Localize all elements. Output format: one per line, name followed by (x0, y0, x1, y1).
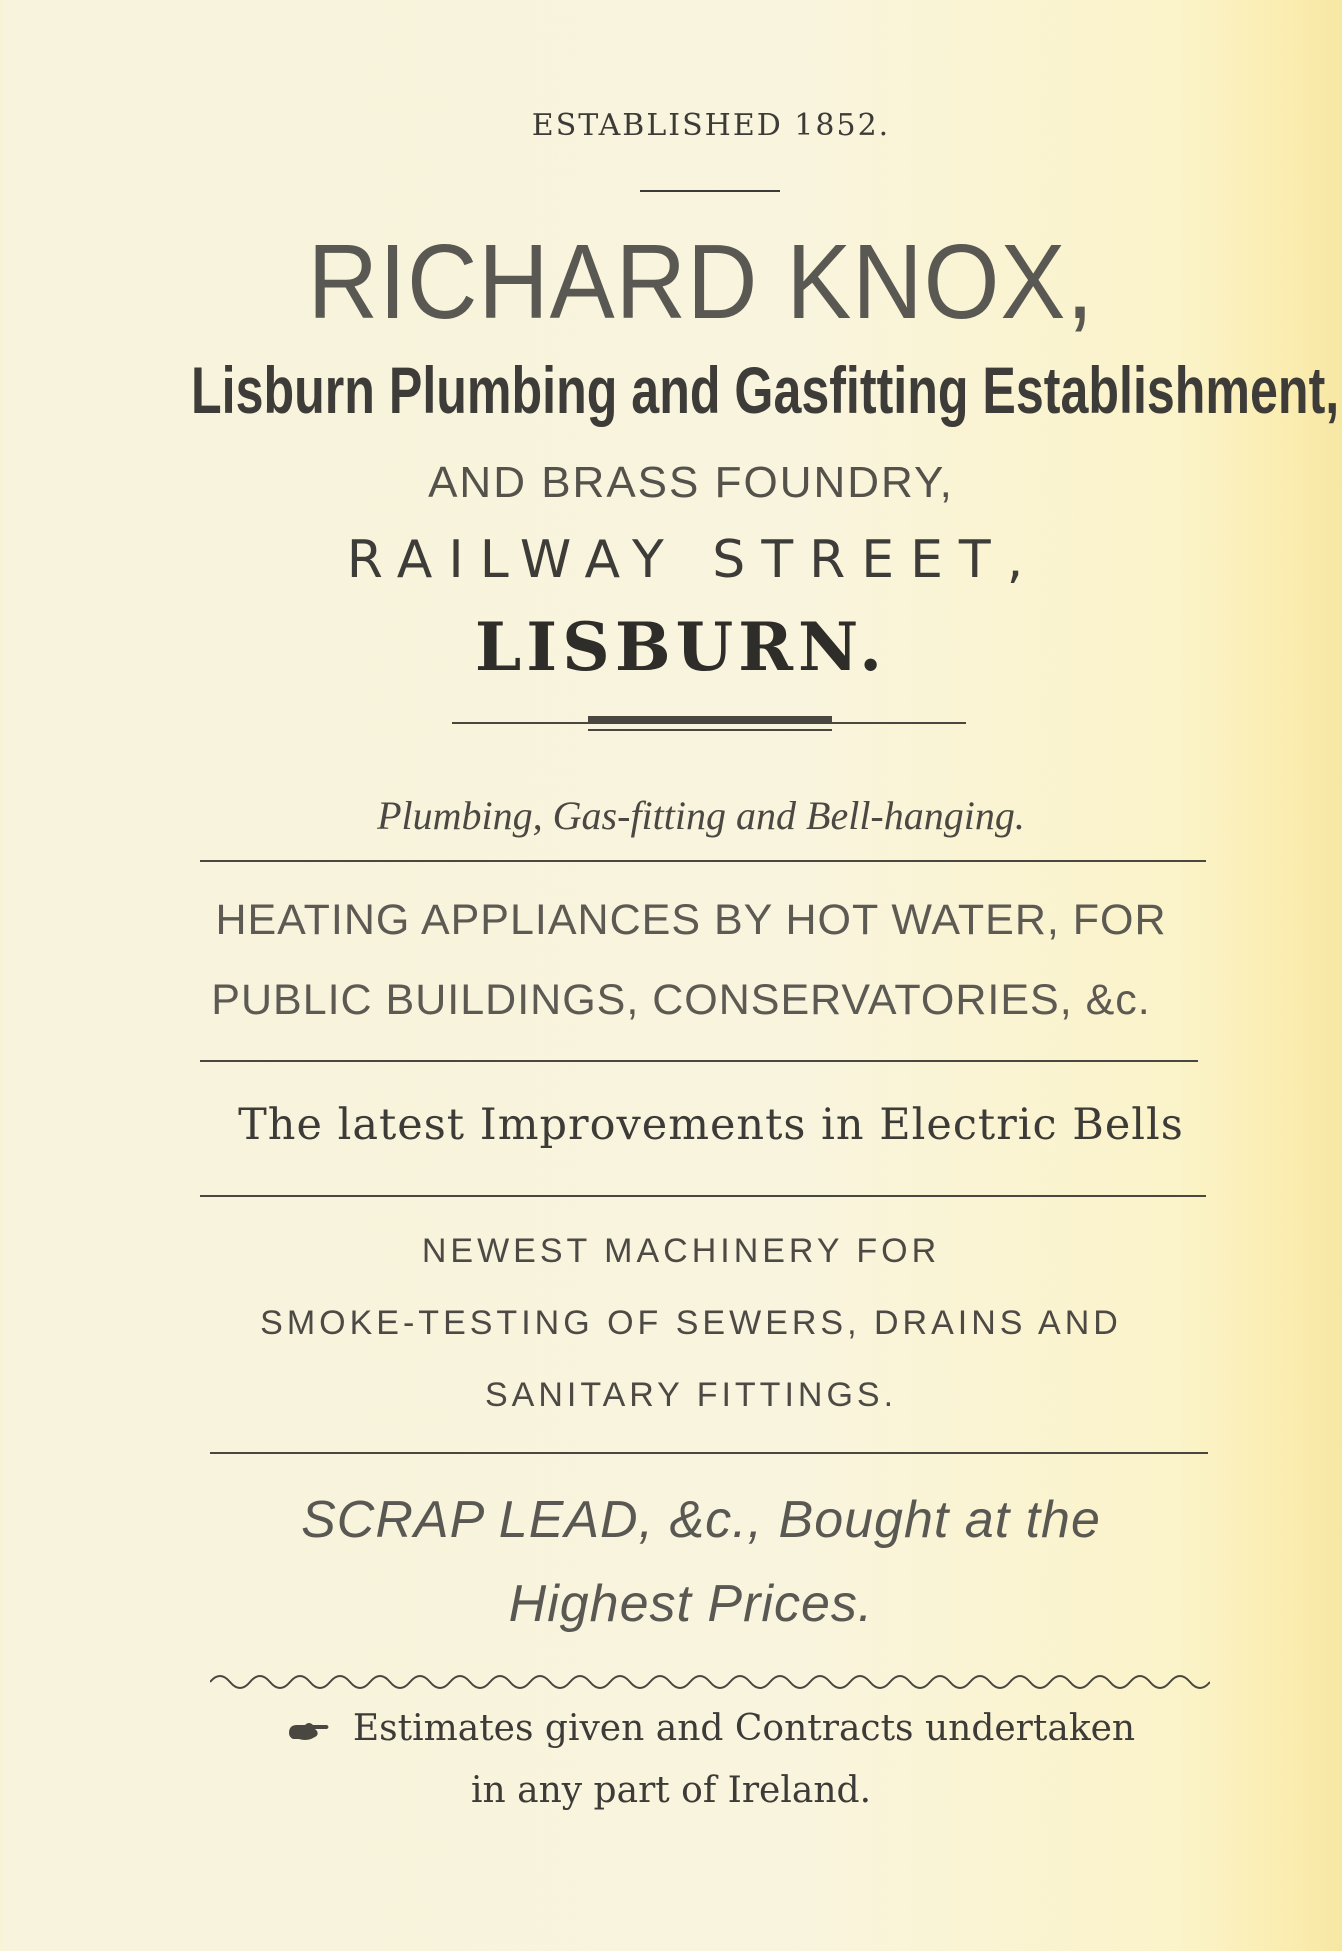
estimates-line-2: in any part of Ireland. (470, 1770, 872, 1811)
trades-line: Plumbing, Gas-fitting and Bell-hanging. (377, 793, 1025, 838)
divider (200, 860, 1206, 862)
divider (200, 1195, 1206, 1197)
established-line: ESTABLISHED 1852. (531, 108, 891, 143)
estimates-line-1 (40, 1708, 1342, 1752)
brass-foundry-line: AND BRASS FOUNDRY, (428, 458, 954, 507)
short-divider (640, 190, 780, 192)
divider (200, 1060, 1198, 1062)
electric-bells-line: The latest Improvements in Electric Bells (238, 1100, 1184, 1150)
wavy-rule (210, 1668, 1210, 1690)
estimates-text-1: Estimates given and Contracts undertaken (352, 1708, 1136, 1749)
machinery-line-3: SANITARY FITTINGS. (484, 1376, 898, 1414)
business-name: RICHARD KNOX, (307, 223, 1095, 341)
heating-line-1: HEATING APPLIANCES BY HOT WATER, FOR (215, 896, 1167, 944)
machinery-line-1: NEWEST MACHINERY FOR (421, 1232, 941, 1270)
scrap-lead-line-2: Highest Prices. (508, 1575, 874, 1633)
street-address: RAILWAY STREET, (346, 530, 1040, 590)
establishment-title: Lisburn Plumbing and Gasfitting Establishment, (191, 353, 1340, 427)
town-name: LISBURN. (474, 608, 888, 686)
divider-thin-lower (588, 729, 832, 731)
divider-thick (588, 716, 832, 723)
machinery-line-2: SMOKE-TESTING OF SEWERS, DRAINS AND (260, 1304, 1122, 1342)
scrap-lead-line-1: SCRAP LEAD, &c., Bought at the (301, 1491, 1101, 1549)
pointing-hand-icon (287, 1711, 331, 1752)
divider (210, 1452, 1208, 1454)
heating-line-2: PUBLIC BUILDINGS, CONSERVATORIES, &c. (211, 976, 1151, 1024)
